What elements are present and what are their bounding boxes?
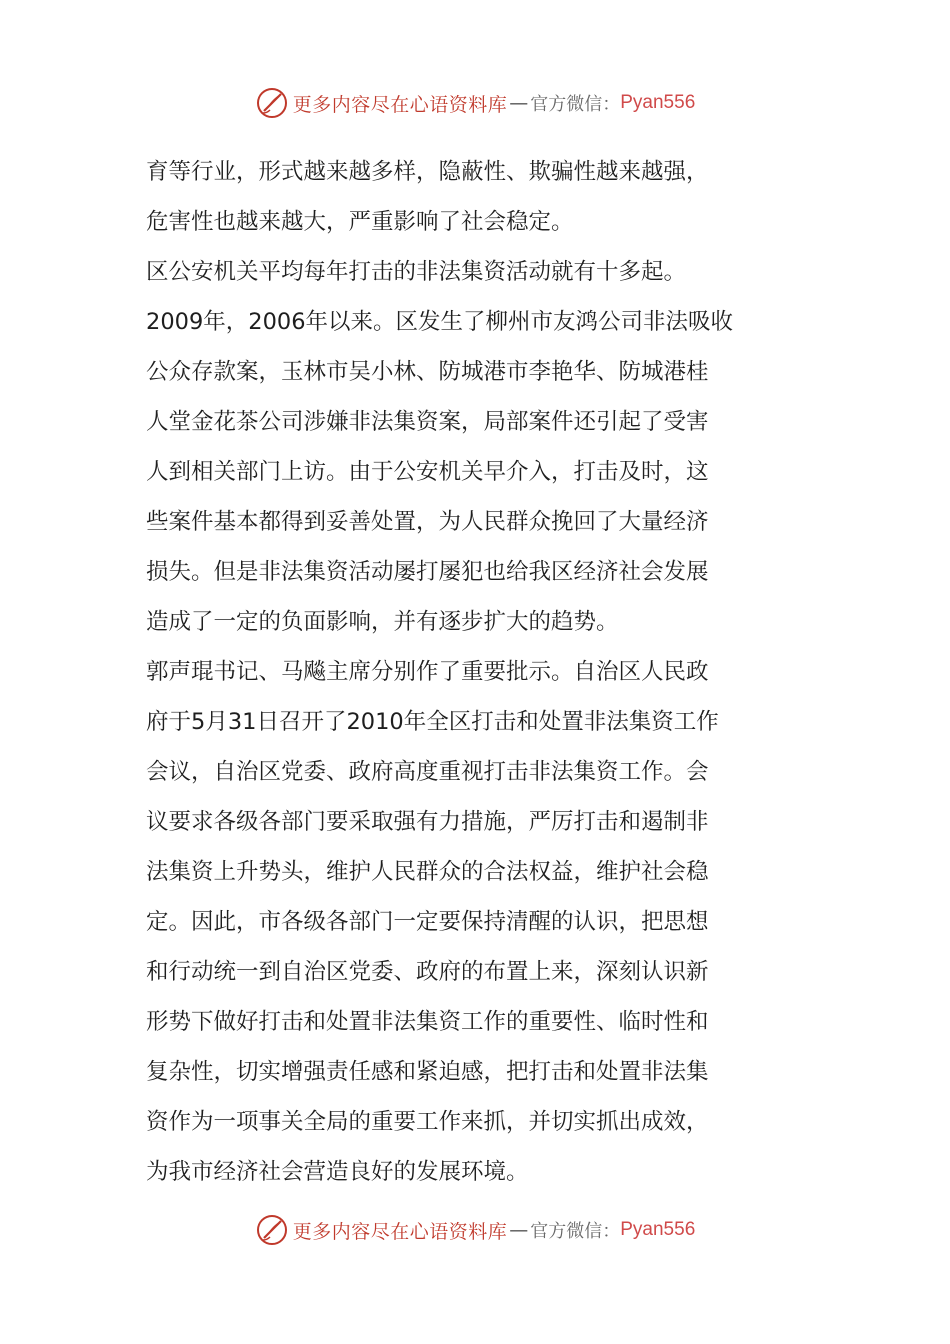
body-line: 定。因此，市各级各部门一定要保持清醒的认识，把思想 xyxy=(146,909,709,935)
banner-wechat-label: 官方微信： xyxy=(530,94,621,115)
body-line: 2009年，2006年以来。区发生了柳州市友鸿公司非法吸收 xyxy=(146,309,734,335)
header-banner xyxy=(0,83,950,123)
body-line: 为我市经济社会营造良好的发展环境。 xyxy=(146,1159,529,1185)
banner-separator: — xyxy=(509,1219,529,1241)
banner-wechat-label: 官方微信： xyxy=(530,1221,621,1242)
body-line: 育等行业，形式越来越多样，隐蔽性、欺骗性越来越强， xyxy=(146,159,709,185)
banner-title: 更多内容尽在心语资料库 xyxy=(292,1220,508,1243)
body-line: 郭声琨书记、马飚主席分别作了重要批示。自治区人民政 xyxy=(146,659,709,685)
body-line: 区公安机关平均每年打击的非法集资活动就有十多起。 xyxy=(146,259,687,285)
body-line: 人到相关部门上访。由于公安机关早介入，打击及时，这 xyxy=(146,459,709,485)
body-line: 公众存款案，玉林市吴小林、防城港市李艳华、防城港桂 xyxy=(146,359,709,385)
body-line: 法集资上升势头，维护人民群众的合法权益，维护社会稳 xyxy=(146,859,709,885)
body-line: 和行动统一到自治区党委、政府的布置上来，深刻认识新 xyxy=(146,959,709,985)
banner-wechat-id: Pyan556 xyxy=(620,92,696,113)
body-line: 人堂金花茶公司涉嫌非法集资案，局部案件还引起了受害 xyxy=(146,409,709,435)
footer-banner xyxy=(0,1210,950,1250)
quill-logo-icon xyxy=(255,1213,289,1247)
body-line: 些案件基本都得到妥善处置，为人民群众挽回了大量经济 xyxy=(146,509,709,535)
body-line: 议要求各级各部门要采取强有力措施，严厉打击和遏制非 xyxy=(146,809,709,835)
body-line: 复杂性，切实增强责任感和紧迫感，把打击和处置非法集 xyxy=(146,1059,709,1085)
body-line: 损失。但是非法集资活动屡打屡犯也给我区经济社会发展 xyxy=(146,559,709,585)
banner-title: 更多内容尽在心语资料库 xyxy=(292,93,508,116)
banner-separator: — xyxy=(509,92,529,114)
banner-wechat-id: Pyan556 xyxy=(620,1219,696,1240)
document-body xyxy=(146,147,806,1197)
body-line: 危害性也越来越大，严重影响了社会稳定。 xyxy=(146,209,574,235)
body-line: 资作为一项事关全局的重要工作来抓，并切实抓出成效， xyxy=(146,1109,709,1135)
body-line: 形势下做好打击和处置非法集资工作的重要性、临时性和 xyxy=(146,1009,709,1035)
body-line: 府于5月31日召开了2010年全区打击和处置非法集资工作 xyxy=(146,709,719,735)
quill-logo-icon xyxy=(255,86,289,120)
body-line: 会议，自治区党委、政府高度重视打击非法集资工作。会 xyxy=(146,759,709,785)
body-line: 造成了一定的负面影响，并有逐步扩大的趋势。 xyxy=(146,609,619,635)
